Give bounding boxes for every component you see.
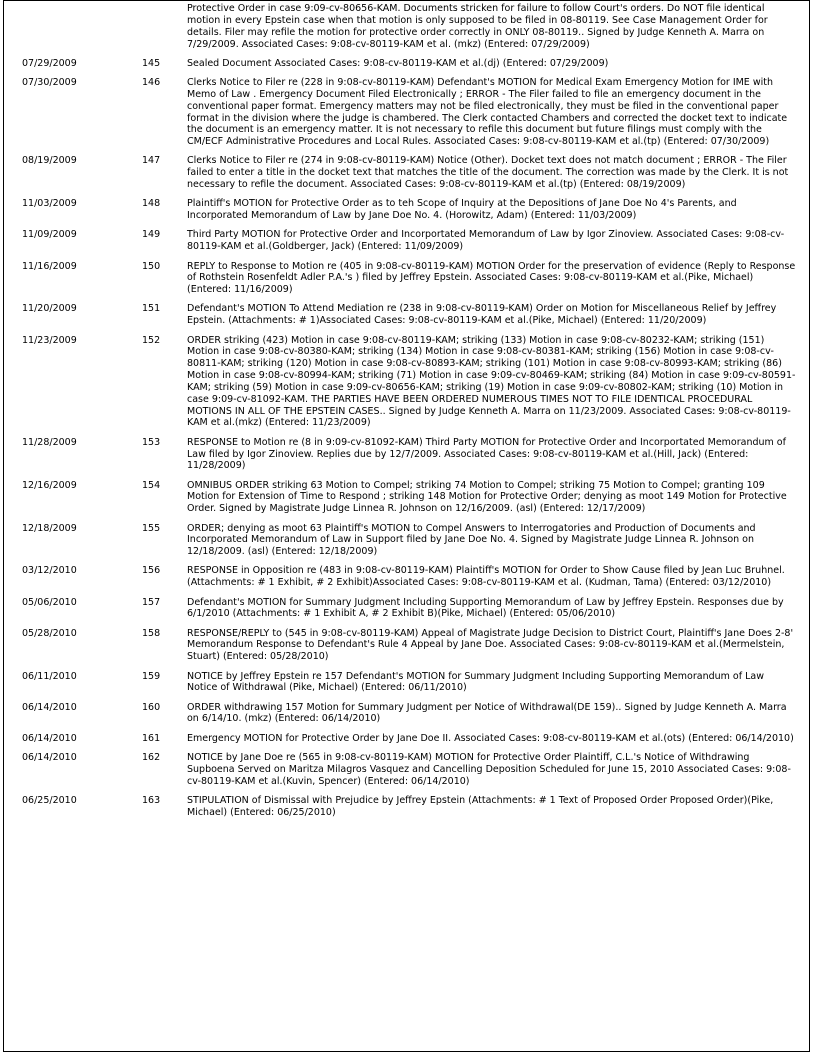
entry-text: Plaintiff's MOTION for Protective Order as to teh Scope of Inquiry at the Depositions of Jane Doe No 4's Parents, and Incorporated Memorandum of Law by Jane Doe No. 4. (Horowitz, Adam) (Entered: 11/03/2009) <box>187 198 737 222</box>
entry-number: 147 <box>142 155 161 167</box>
entry-number: 155 <box>142 522 161 534</box>
docket-entry-row <box>4 702 809 733</box>
docket-entry-row <box>4 437 809 480</box>
entry-date: 08/19/2009 <box>22 155 77 167</box>
entry-number: 159 <box>142 670 161 682</box>
docket-entry-row <box>4 1 809 58</box>
entry-date: 11/16/2009 <box>22 260 77 272</box>
docket-entry-row <box>4 795 809 826</box>
docket-entry-row <box>4 597 809 628</box>
entry-number: 148 <box>142 198 161 210</box>
entry-number: 163 <box>142 794 161 806</box>
entry-text: ORDER striking (423) Motion in case 9:08-cv-80119-KAM; striking (133) Motion in case 9:08-cv-80232-KAM; striking (151) Motion in case 9:08-cv-80380-KAM; striking (134) Motion in case 9:08-cv-80381-KAM; striking (156) Motion in case 9:08-cv-80811-KAM; striking (120) Motion in case 9:08-cv-80893-KAM; striking (101) Motion in case 9:08-cv-80993-KAM; striking (86) Motion in case 9:08-cv-80994-KAM; striking (71) Motion in case 9:09-cv-80469-KAM; striking (84) Motion in case 9:09-cv-80591-KAM; striking (59) Motion in case 9:09-cv-80656-KAM; striking (19) Motion in case 9:09-cv-80802-KAM; striking (10) Motion in case 9:09-cv-81092-KAM. THE PARTIES HAVE BEEN ORDERED NUMEROUS TIMES NOT TO FILE IDENTICAL PROCEDURAL MOTIONS IN ALL OF THE EPSTEIN CASES.. Signed by Judge Kenneth A. Marra on 11/23/2009. Associated Cases: 9:08-cv-80119-KAM et al.(mkz) (Entered: 11/23/2009) <box>187 334 796 429</box>
entry-text: OMNIBUS ORDER striking 63 Motion to Compel; striking 74 Motion to Compel; striking 75 Motion to Compel; granting 109 Motion for Extension of Time to Respond ; striking 148 Motion for Protective Order; denying as moot 149 Motion for Protective Order. Signed by Magistrate Judge Linnea R. Johnson on 12/16/2009. (asl) (Entered: 12/17/2009) <box>187 479 787 515</box>
entry-number: 145 <box>142 57 161 69</box>
entry-text: Clerks Notice to Filer re (274 in 9:08-cv-80119-KAM) Notice (Other). Docket text does not match document ; ERROR - The Filer failed to enter a title in the docket text that matches the title of the document. The correction was made by the Clerk. It is not necessary to refile the document. Associated Cases: 9:08-cv-80119-KAM et al.(tp) (Entered: 08/19/2009) <box>187 155 789 191</box>
entry-text: STIPULATION of Dismissal with Prejudice by Jeffrey Epstein (Attachments: # 1 Text of Proposed Order Proposed Order)(Pike, Michael) (Entered: 06/25/2010) <box>187 794 774 818</box>
docket-entry-row <box>4 565 809 596</box>
docket-entry-row <box>4 155 809 198</box>
entry-text: Emergency MOTION for Protective Order by Jane Doe II. Associated Cases: 9:08-cv-80119-KAM et al.(ots) (Entered: 06/14/2010) <box>187 732 794 744</box>
entry-text: RESPONSE/REPLY to (545 in 9:08-cv-80119-KAM) Appeal of Magistrate Judge Decision to District Court, Plaintiff's Jane Does 2-8' Memorandum Response to Defendant's Rule 4 Appeal by Jane Doe. Associated Cases: 9:08-cv-80119-KAM et al.(Mermelstein, Stuart) (Entered: 05/28/2010) <box>187 627 794 663</box>
entry-date: 06/14/2010 <box>22 732 77 744</box>
entry-text: Defendant's MOTION for Summary Judgment Including Supporting Memorandum of Law by Jeffrey Epstein. Responses due by 6/1/2010 (Attachments: # 1 Exhibit A, # 2 Exhibit B)(Pike, Michael) (Entered: 05/06/2010) <box>187 596 784 620</box>
entry-date: 12/18/2009 <box>22 522 77 534</box>
docket-entry-row <box>4 480 809 523</box>
entry-date: 07/29/2009 <box>22 57 77 69</box>
entry-number: 157 <box>142 596 161 608</box>
docket-entry-row <box>4 671 809 702</box>
docket-table-body <box>4 1 809 826</box>
entry-date: 11/03/2009 <box>22 198 77 210</box>
entry-date: 06/11/2010 <box>22 670 77 682</box>
entry-number: 154 <box>142 479 161 491</box>
docket-entry-row <box>4 77 809 155</box>
entry-number: 151 <box>142 303 161 315</box>
entry-number: 156 <box>142 565 161 577</box>
entry-number: 146 <box>142 77 161 88</box>
entry-number: 162 <box>142 751 161 763</box>
docket-entry-row <box>4 523 809 566</box>
entry-date: 12/16/2009 <box>22 479 77 491</box>
entry-number: 152 <box>142 334 161 346</box>
entry-date: 11/23/2009 <box>22 334 77 346</box>
entry-text: Protective Order in case 9:09-cv-80656-KAM. Documents stricken for failure to follow Court's orders. Do NOT file identical motion in every Epstein case when that motion is only supposed to be filed in 08-80119. See Case Management Order for details. Filer may refile the motion for protective order correctly in ONLY 08-80119.. Signed by Judge Kenneth A. Marra on 7/29/2009. Associated Cases: 9:08-cv-80119-KAM et al. (mkz) (Entered: 07/29/2009) <box>187 3 768 50</box>
entry-number: 160 <box>142 701 161 713</box>
entry-number: 153 <box>142 436 161 448</box>
entry-date: 11/28/2009 <box>22 436 77 448</box>
entry-date: 11/09/2009 <box>22 229 77 241</box>
entry-date: 06/14/2010 <box>22 701 77 713</box>
entry-number: 158 <box>142 627 161 639</box>
entry-text: Defendant's MOTION To Attend Mediation re (238 in 9:08-cv-80119-KAM) Order on Motion for Miscellaneous Relief by Jeffrey Epstein. (Attachments: # 1)Associated Cases: 9:08-cv-80119-KAM et al.(Pike, Michael) (Entered: 11/20/2009) <box>187 303 777 327</box>
docket-entry-row <box>4 628 809 671</box>
entry-text: ORDER; denying as moot 63 Plaintiff's MOTION to Compel Answers to Interrogatories and Production of Documents and Incorporated Memorandum of Law in Support filed by Jane Doe No. 4. Signed by Magistrate Judge Linnea R. Johnson on 12/18/2009. (asl) (Entered: 12/18/2009) <box>187 522 756 558</box>
entry-number: 149 <box>142 229 161 241</box>
entry-text: Sealed Document Associated Cases: 9:08-cv-80119-KAM et al.(dj) (Entered: 07/29/2009) <box>187 57 609 69</box>
entry-text: Clerks Notice to Filer re (228 in 9:08-cv-80119-KAM) Defendant's MOTION for Medical Exam Emergency Motion for IME with Memo of Law . Emergency Document Filed Electronically ; ERROR - The Filer failed to file an emergency document in the conventional paper format. Emergency matters may not be filed electronically, they must be filed in the conventional paper format in the division where the judge is chambered. The Clerk contacted Chambers and corrected the docket text to indicate the document is an emergency matter. It is not necessary to refile this document but future filings must comply with the CM/ECF Administrative Procedures and Local Rules. Associated Cases: 9:08-cv-80119-KAM et al.(tp) (Entered: 07/30/2009) <box>187 77 788 148</box>
docket-entry-row <box>4 198 809 229</box>
docket-entry-row <box>4 752 809 795</box>
docket-page <box>3 0 810 1052</box>
entry-text: Third Party MOTION for Protective Order and Incorportated Memorandum of Law by Igor Zinoview. Associated Cases: 9:08-cv-80119-KAM et al.(Goldberger, Jack) (Entered: 11/09/2009) <box>187 229 785 253</box>
entry-date: 07/30/2009 <box>22 77 77 88</box>
entry-text: RESPONSE to Motion re (8 in 9:09-cv-81092-KAM) Third Party MOTION for Protective Order and Incorportated Memorandum of Law filed by Igor Zinoview. Replies due by 12/7/2009. Associated Cases: 9:08-cv-80119-KAM et al.(Hill, Jack) (Entered: 11/28/2009) <box>187 436 786 472</box>
entry-date: 11/20/2009 <box>22 303 77 315</box>
entry-date: 06/25/2010 <box>22 794 77 806</box>
entry-number <box>142 1 187 58</box>
entry-text: REPLY to Response to Motion re (405 in 9:08-cv-80119-KAM) MOTION Order for the preservation of evidence (Reply to Response of Rothstein Rosenfeldt Adler P.A.'s ) filed by Jeffrey Epstein. Associated Cases: 9:08-cv-80119-KAM et al.(Pike, Michael) (Entered: 11/16/2009) <box>187 260 796 296</box>
docket-entry-row <box>4 733 809 752</box>
docket-entry-row <box>4 335 809 437</box>
entry-text: RESPONSE in Opposition re (483 in 9:08-cv-80119-KAM) Plaintiff's MOTION for Order to Show Cause filed by Jean Luc Bruhnel. (Attachments: # 1 Exhibit, # 2 Exhibit)Associated Cases: 9:08-cv-80119-KAM et al. (Kudman, Tama) (Entered: 03/12/2010) <box>187 565 785 589</box>
docket-entry-row <box>4 229 809 260</box>
entry-date: 05/06/2010 <box>22 596 77 608</box>
entry-date <box>4 1 142 58</box>
entry-date: 05/28/2010 <box>22 627 77 639</box>
docket-entry-row <box>4 58 809 77</box>
docket-table <box>4 1 809 826</box>
entry-date: 06/14/2010 <box>22 751 77 763</box>
docket-entry-row <box>4 261 809 304</box>
entry-number: 161 <box>142 732 161 744</box>
docket-entry-row <box>4 303 809 334</box>
entry-number: 150 <box>142 260 161 272</box>
entry-date: 03/12/2010 <box>22 565 77 577</box>
entry-text: NOTICE by Jane Doe re (565 in 9:08-cv-80119-KAM) MOTION for Protective Order Plaintiff, C.L.'s Notice of Withdrawing Supboena Served on Maritza Milagros Vasquez and Cancelling Deposition Scheduled for June 15, 2010 Associated Cases: 9:08-cv-80119-KAM et al.(Kuvin, Spencer) (Entered: 06/14/2010) <box>187 751 791 787</box>
entry-text: ORDER withdrawing 157 Motion for Summary Judgment per Notice of Withdrawal(DE 159).. Signed by Judge Kenneth A. Marra on 6/14/10. (mkz) (Entered: 06/14/2010) <box>187 701 787 725</box>
entry-text: NOTICE by Jeffrey Epstein re 157 Defendant's MOTION for Summary Judgment Including Supporting Memorandum of Law Notice of Withdrawal (Pike, Michael) (Entered: 06/11/2010) <box>187 670 764 694</box>
